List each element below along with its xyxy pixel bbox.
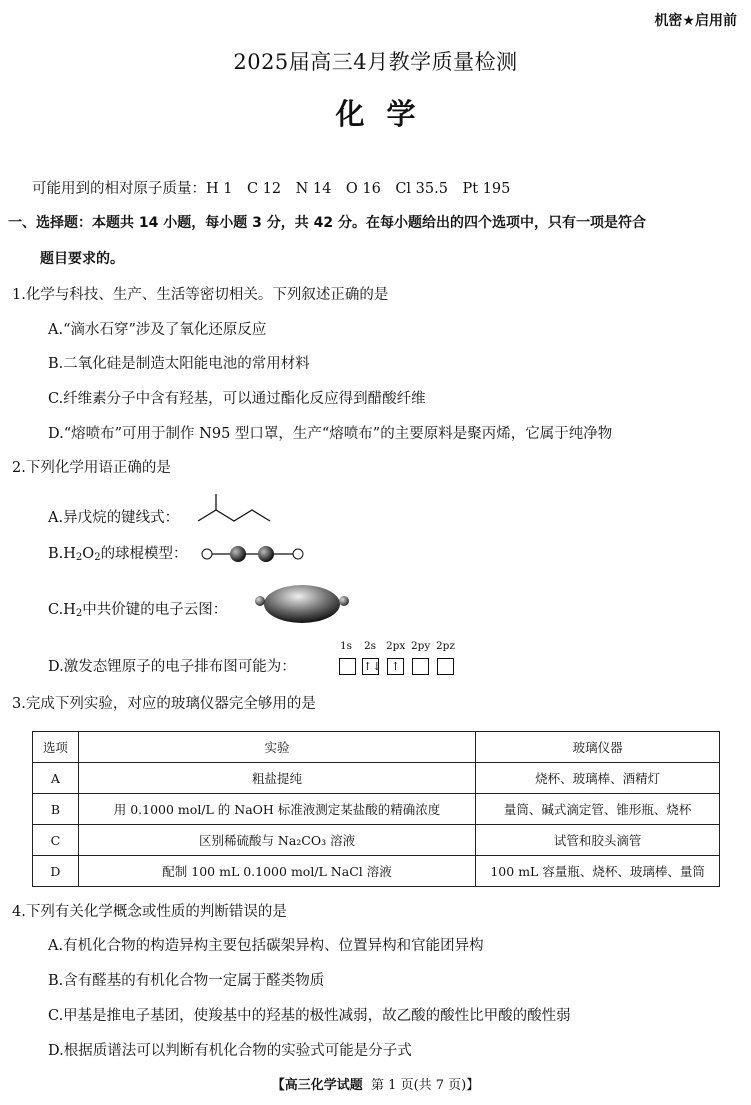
table-row <box>33 763 720 794</box>
orbital-label-2s: 2s <box>364 640 377 652</box>
orbital-box-2py <box>412 658 429 675</box>
h2o2-ball-stick-model <box>200 543 306 565</box>
orbital-label-2py: 2py <box>411 640 431 652</box>
section-heading-cont: 题目要求的。 <box>40 251 124 267</box>
table-cell: D <box>33 856 79 887</box>
table-header: 实验 <box>78 732 475 763</box>
table-row <box>33 825 720 856</box>
orbital-box-1s <box>339 658 356 675</box>
table-header: 选项 <box>33 732 79 763</box>
q2-option-a: A.异戊烷的键线式： <box>48 510 180 526</box>
orbital-box-2s: ↑↓ <box>363 660 382 673</box>
q1-stem: 1.化学与科技、生产、生活等密切相关。下列叙述正确的是 <box>12 287 389 303</box>
orbital-label-2px: 2px <box>386 640 406 652</box>
h2-electron-cloud <box>252 581 352 627</box>
table-cell: 烧杯、玻璃棒、酒精灯 <box>476 763 720 794</box>
orbital-box-2px: ↑ <box>387 658 404 675</box>
q4-option-a: A.有机化合物的构造异构主要包括碳架异构、位置异构和官能团异构 <box>48 938 484 954</box>
atomic-masses: 可能用到的相对原子质量：H 1 C 12 N 14 O 16 Cl 35.5 Pt 195 <box>32 181 511 197</box>
table-header-row <box>33 732 720 763</box>
orbital-box-2pz <box>437 658 454 675</box>
q2-stem: 2.下列化学用语正确的是 <box>12 460 171 476</box>
footer-subject: 【高三化学试题 <box>271 1078 363 1093</box>
q3-table <box>32 731 720 887</box>
q1-option-b: B.二氧化硅是制造太阳能电池的常用材料 <box>48 356 310 372</box>
q3-stem: 3.完成下列实验，对应的玻璃仪器完全够用的是 <box>12 696 316 712</box>
table-row <box>33 856 720 887</box>
table-cell: B <box>33 794 79 825</box>
table-cell: 配制 100 mL 0.1000 mol/L NaCl 溶液 <box>78 856 475 887</box>
footer-page-number: 第 1 页(共 7 页)】 <box>371 1078 480 1093</box>
q1-option-a: A.“滴水石穿”涉及了氧化还原反应 <box>48 322 267 338</box>
table-cell: 量筒、碱式滴定管、锥形瓶、烧杯 <box>476 794 720 825</box>
q2-option-c: $C.H_2$中共价键的电子云图： <box>48 602 228 619</box>
table-cell: 用 0.1000 mol/L 的 NaOH 标准液测定某盐酸的精确浓度 <box>78 794 475 825</box>
confidential-label: 机密★启用前 <box>654 13 737 29</box>
orbital-label-1s: 1s <box>340 640 353 652</box>
table-row <box>33 794 720 825</box>
q1-option-c: C.纤维素分子中含有羟基，可以通过酯化反应得到醋酸纤维 <box>48 391 426 407</box>
table-cell: 100 mL 容量瓶、烧杯、玻璃棒、量筒 <box>476 856 720 887</box>
q4-stem: 4.下列有关化学概念或性质的判断错误的是 <box>12 904 287 920</box>
table-cell: C <box>33 825 79 856</box>
table-header: 玻璃仪器 <box>476 732 720 763</box>
q4-option-d: D.根据质谱法可以判断有机化合物的实验式可能是分子式 <box>48 1043 412 1059</box>
orbital-label-2pz: 2pz <box>436 640 455 652</box>
q2-option-b: $B.H_2O_2$的球棍模型： <box>48 546 188 563</box>
q1-option-d: D.“熔喷布”可用于制作 N95 型口罩，生产“熔喷布”的主要原料是聚丙烯，它属于纯净物 <box>48 426 613 442</box>
exam-title: 2025届高三4月教学质量检测 <box>233 50 518 74</box>
table-cell: 粗盐提纯 <box>78 763 475 794</box>
page-footer <box>0 1074 751 1093</box>
table-cell: A <box>33 763 79 794</box>
q2-option-d: D.激发态锂原子的电子排布图可能为： <box>48 659 296 675</box>
table-cell: 试管和胶头滴管 <box>476 825 720 856</box>
q4-option-b: B.含有醛基的有机化合物一定属于醛类物质 <box>48 973 325 989</box>
section-heading: 一、选择题：本题共 14 小题，每小题 3 分，共 42 分。在每小题给出的四个选项中，只有一项是符合 <box>8 215 646 231</box>
subject-title: 化学 <box>335 97 438 131</box>
table-cell: 区别稀硫酸与 Na₂CO₃ 溶液 <box>78 825 475 856</box>
isopentane-skeletal-formula <box>194 492 274 534</box>
q4-option-c: C.甲基是推电子基团，使羧基中的羟基的极性减弱，故乙酸的酸性比甲酸的酸性弱 <box>48 1008 571 1024</box>
